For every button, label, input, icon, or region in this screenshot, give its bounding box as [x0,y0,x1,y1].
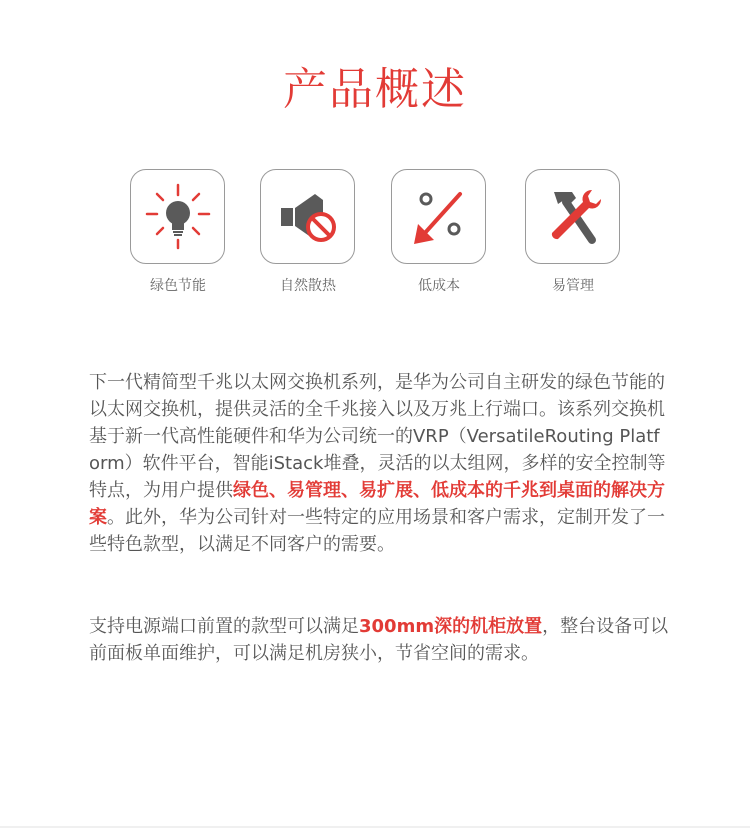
percent-down-icon [404,182,474,252]
feature-low-cost [391,169,487,296]
feature-green-energy [130,169,226,296]
paragraph-highlight: 300mm深的机柜放置 [359,616,543,637]
feature-box [260,169,355,264]
paragraph-text: 。此外，华为公司针对一些特定的应用场景和客户需求，定制开发了一些特色款型，以满足不同客户的需要。 [89,507,665,555]
paragraph-text: 下一代精简型千兆以太网交换机系列，是华为公司自主研发的绿色节能的以太网交换机，提供灵活的全千兆接入以及万兆上行端口。该系列交换机基于新一代高性能硬件和华为公司统一的VRP（VersatileRouting Platform）软件平台，智能iStack堆叠，灵活的以太组网，多样的安全控制等特点，为用户提供 [89,372,666,501]
bulb-icon [143,182,213,252]
fan-no-icon [273,182,343,252]
feature-icons [0,169,750,309]
feature-easy-management [525,169,621,296]
paragraph-highlight: 绿色、易管理、易扩展、低成本的千兆到桌面的解决方案 [89,480,665,528]
feature-label: 自然散热 [280,278,336,294]
feature-box [130,169,225,264]
paragraph-text: ，整台设备可以前面板单面维护，可以满足机房狭小，节省空间的需求。 [89,616,669,664]
page-title: 产品概述 [283,64,467,115]
feature-natural-cooling [260,169,356,296]
feature-label: 易管理 [552,278,594,294]
feature-label: 低成本 [418,278,460,294]
feature-box [391,169,486,264]
overview-paragraph [89,369,669,558]
tools-icon [538,182,608,252]
power-port-paragraph [89,613,669,667]
feature-label: 绿色节能 [150,278,206,294]
feature-box [525,169,620,264]
paragraph-text: 支持电源端口前置的款型可以满足 [89,616,359,637]
